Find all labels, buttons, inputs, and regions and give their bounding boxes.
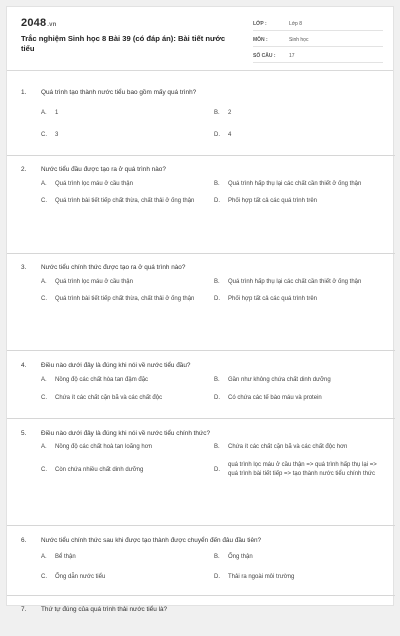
question-number: 3.: [21, 264, 27, 271]
question-number: 7.: [21, 606, 27, 613]
question-3: [7, 254, 395, 351]
meta-subject-row: [253, 33, 383, 47]
option-a[interactable]: A. Quá trình lọc máu ở cầu thận: [41, 181, 133, 187]
meta-count-row: [253, 49, 383, 63]
option-b[interactable]: B. Gần như không chứa chất dinh dưỡng: [214, 377, 331, 383]
option-a[interactable]: A. Nồng độ các chất hòa tan đậm đặc: [41, 377, 149, 383]
question-2-stem: [21, 166, 381, 174]
question-5-stem: [21, 430, 381, 438]
option-d[interactable]: D. Phối hợp tất cả các quá trình trên: [214, 198, 317, 204]
question-4-options: [21, 376, 381, 403]
question-3-stem: [21, 264, 381, 272]
option-a[interactable]: A. Nồng độ các chất hoà tan loãng hơn: [41, 444, 153, 450]
question-text: Thứ tự đúng của quá trình thải nước tiểu là?: [41, 606, 168, 613]
option-c[interactable]: C. Chứa ít các chất cặn bã và các chất độc: [41, 395, 163, 401]
option-c[interactable]: C. 3: [41, 132, 59, 138]
option-d[interactable]: D. Phối hợp tất cả các quá trình trên: [214, 296, 317, 302]
question-6-options: [21, 553, 381, 582]
question-list: [7, 73, 395, 636]
meta-subject-value: Sinh học: [289, 36, 309, 43]
option-d[interactable]: D. Có chứa các tế bào máu và protein: [214, 395, 322, 401]
question-4-stem: [21, 362, 381, 370]
option-d[interactable]: D. 4: [214, 132, 232, 138]
question-7: [7, 596, 395, 636]
question-5: [7, 419, 395, 526]
question-6-stem: [21, 537, 381, 545]
meta-class-label: LỚP :: [253, 20, 267, 27]
meta-count-label: SỐ CÂU :: [253, 52, 276, 59]
question-text: Điều nào dưới đây là đúng khi nói về nước tiểu chính thức?: [41, 430, 211, 437]
option-c[interactable]: C. Ống dẫn nước tiểu: [41, 574, 106, 580]
option-b[interactable]: B. Quá trình hấp thụ lại các chất cần thiết ở ống thận: [214, 279, 362, 285]
question-3-options: [21, 278, 381, 304]
question-number: 1.: [21, 89, 27, 96]
worksheet-header: [7, 7, 393, 71]
meta-class-row: [253, 17, 383, 31]
question-6: [7, 526, 395, 596]
meta-count-value: 17: [289, 52, 295, 59]
option-c[interactable]: C. Quá trình bài tiết tiếp chất thừa, chất thải ở ống thận: [41, 198, 195, 204]
question-1: [7, 73, 395, 156]
meta-subject-label: MÔN :: [253, 36, 268, 43]
question-text: Điều nào dưới đây là đúng khi nói về nước tiểu đầu?: [41, 362, 191, 369]
option-b[interactable]: B. Chứa ít các chất cặn bã và các chất độc hơn: [214, 444, 348, 450]
question-2-options: [21, 180, 381, 206]
question-7-stem: [21, 606, 381, 614]
question-number: 5.: [21, 430, 27, 437]
worksheet-meta: [253, 17, 383, 65]
question-1-stem: [21, 89, 381, 97]
question-text: Quá trình tạo thành nước tiểu bao gồm mấy quá trình?: [41, 89, 197, 96]
question-text: Nước tiểu chính thức sau khi được tạo thành được chuyển đến đâu đầu tiên?: [41, 537, 262, 544]
meta-class-value: Lớp 8: [289, 20, 303, 27]
option-a[interactable]: A. 1: [41, 110, 59, 116]
question-2: [7, 156, 395, 254]
question-1-options: [21, 109, 381, 140]
site-logo[interactable]: 2048.vn: [21, 17, 57, 29]
question-text: Nước tiểu chính thức được tạo ra ở quá trình nào?: [41, 264, 186, 271]
worksheet-page: [6, 6, 394, 613]
question-4: [7, 351, 395, 419]
option-b[interactable]: B. Ống thận: [214, 554, 253, 560]
option-a[interactable]: A. Bể thận: [41, 554, 76, 560]
option-a[interactable]: A. Quá trình lọc máu ở cầu thận: [41, 279, 133, 285]
option-c[interactable]: C. Quá trình bài tiết tiếp chất thừa, chất thải ở ống thận: [41, 296, 195, 302]
question-5-options: [21, 443, 381, 479]
question-number: 2.: [21, 166, 27, 173]
worksheet-title: Trắc nghiệm Sinh học 8 Bài 39 (có đáp án): Bài tiết nước tiểu: [21, 34, 226, 53]
question-number: 4.: [21, 362, 27, 369]
question-number: 6.: [21, 537, 27, 544]
option-d[interactable]: D. Thải ra ngoài môi trường: [214, 574, 295, 580]
option-d[interactable]: D. quá trình lọc máu ở cầu thận => quá trình hấp thụ lại => quá trình bài tiết tiếp => tạo thành nước tiểu chính thức: [214, 462, 377, 477]
option-c[interactable]: C. Còn chứa nhiều chất dinh dưỡng: [41, 466, 144, 473]
question-text: Nước tiểu đầu được tạo ra ở quá trình nào?: [41, 166, 166, 173]
option-b[interactable]: B. 2: [214, 110, 232, 116]
option-b[interactable]: B. Quá trình hấp thụ lại các chất cần thiết ở ống thận: [214, 181, 362, 187]
